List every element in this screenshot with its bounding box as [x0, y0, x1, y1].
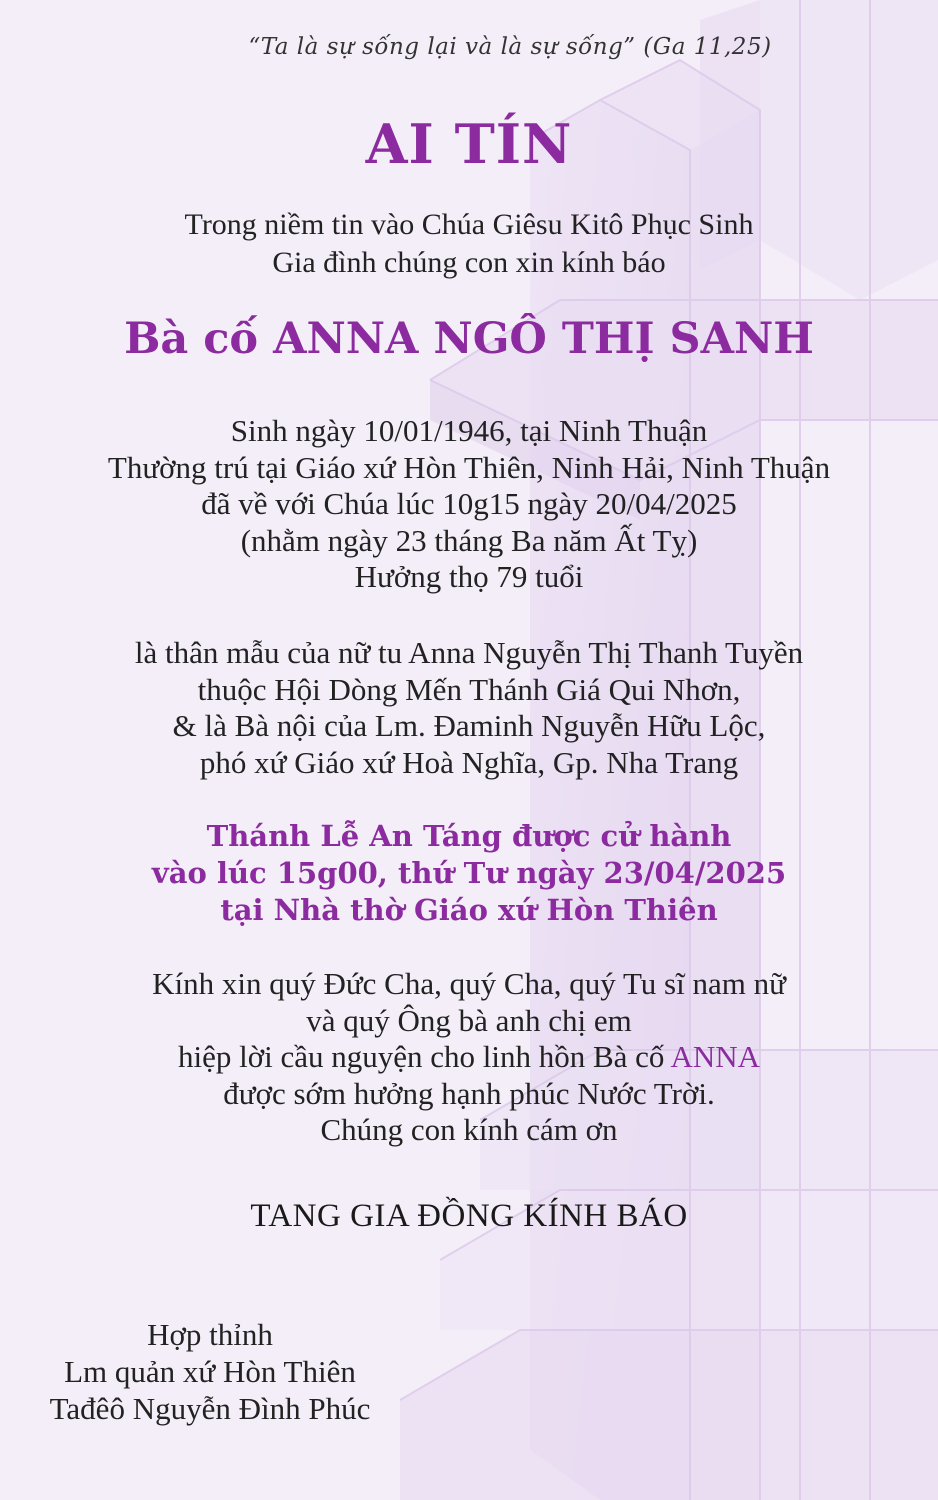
intro-text — [0, 206, 938, 282]
bio-line: Hưởng thọ 79 tuổi — [354, 559, 584, 594]
family-relation-block — [0, 635, 938, 781]
bio-line: Thường trú tại Giáo xứ Hòn Thiên, Ninh Hải, Ninh Thuận — [107, 449, 831, 485]
bio-line: Sinh ngày 10/01/1946, tại Ninh Thuận — [230, 413, 708, 448]
biography-block — [0, 413, 938, 596]
prayer-line-prefix: hiệp lời cầu nguyện cho linh hồn Bà cố — [177, 1039, 671, 1074]
prayer-line — [0, 1039, 938, 1076]
page-title: AI TÍN — [365, 112, 573, 176]
relation-line: phó xứ Giáo xứ Hoà Nghĩa, Gp. Nha Trang — [199, 744, 739, 780]
prayer-line: được sớm hưởng hạnh phúc Nước Trời. — [223, 1075, 715, 1111]
mass-line: vào lúc 15g00, thứ Tư ngày 23/04/2025 — [151, 856, 787, 890]
prayer-request-block — [0, 966, 938, 1149]
signature-line: Hợp thỉnh — [147, 1317, 273, 1352]
bio-line: (nhằm ngày 23 tháng Ba năm Ất Tỵ) — [240, 522, 698, 558]
relation-line: là thân mẫu của nữ tu Anna Nguyễn Thị Thanh Tuyền — [134, 635, 804, 670]
signature-block — [20, 1316, 400, 1427]
mass-line: Thánh Lễ An Táng được cử hành — [206, 819, 732, 853]
intro-line: Trong niềm tin vào Chúa Giêsu Kitô Phục Sinh — [184, 208, 754, 241]
bio-line: đã về với Chúa lúc 10g15 ngày 20/04/2025 — [201, 486, 737, 521]
prayer-line: Kính xin quý Đức Cha, quý Cha, quý Tu sĩ nam nữ — [152, 966, 786, 1001]
deceased-name: Bà cố ANNA NGÔ THỊ SANH — [124, 314, 814, 364]
scripture-verse: “Ta là sự sống lại và là sự sống” (Ga 11,25) — [248, 34, 772, 60]
relation-line: & là Bà nội của Lm. Đaminh Nguyễn Hữu Lộc, — [172, 708, 766, 743]
prayer-highlight-name: ANNA — [670, 1039, 761, 1074]
intro-line: Gia đình chúng con xin kính báo — [272, 246, 666, 279]
signature-line: Lm quản xứ Hòn Thiên — [64, 1354, 356, 1389]
relation-line: thuộc Hội Dòng Mến Thánh Giá Qui Nhơn, — [197, 671, 741, 707]
closing-announcement: TANG GIA ĐỒNG KÍNH BÁO — [250, 1198, 688, 1234]
prayer-line: và quý Ông bà anh chị em — [306, 1002, 632, 1038]
signature-line: Tađêô Nguyễn Đình Phúc — [49, 1391, 371, 1426]
prayer-line: Chúng con kính cám ơn — [320, 1112, 618, 1147]
funeral-mass-info — [0, 818, 938, 929]
mass-line: tại Nhà thờ Giáo xứ Hòn Thiên — [220, 893, 718, 927]
